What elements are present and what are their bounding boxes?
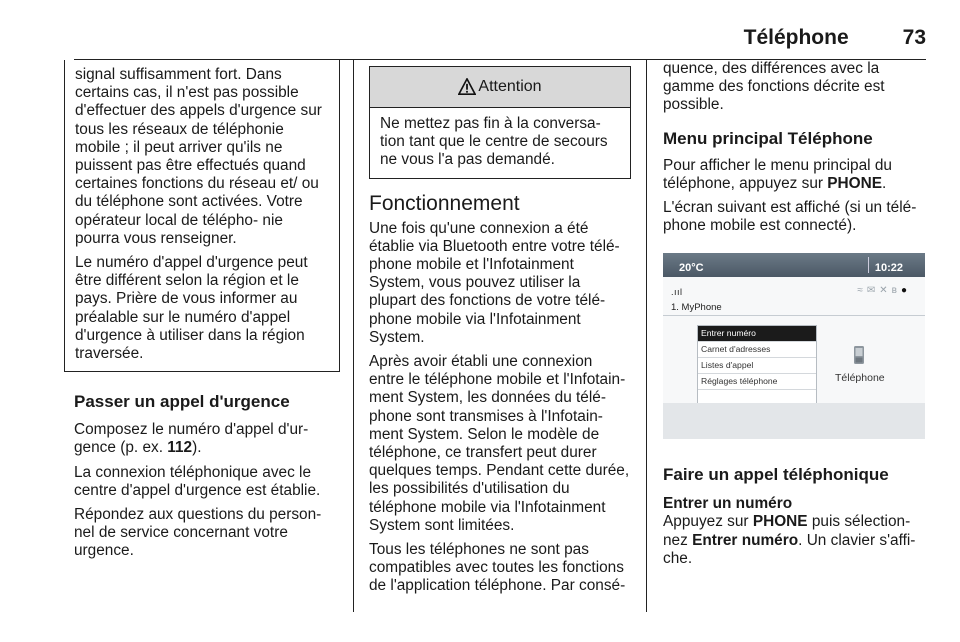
screen-status-bar [663, 253, 925, 277]
main-menu-heading: Menu principal Téléphone [663, 128, 873, 148]
connected-phone-name: 1. MyPhone [671, 302, 722, 314]
mobile-phone-icon [853, 345, 865, 365]
note-box [64, 60, 340, 372]
screen-bottom-area [663, 403, 925, 439]
warning-icon [458, 78, 476, 96]
menu-item-call-lists[interactable]: Listes d'appel [698, 358, 816, 374]
emergency-call-heading: Passer un appel d'urgence [74, 392, 290, 412]
column-1 [74, 60, 340, 567]
main-menu-p1-text: Pour afficher le menu principal du téléphone, appuyez sur [663, 156, 892, 192]
menu-item-address-book[interactable]: Carnet d'adresses [698, 342, 816, 358]
screen-separator [868, 257, 869, 273]
page-number: 73 [902, 26, 926, 49]
message-icon: ✉ [866, 285, 880, 297]
operation-paragraph-1: Une fois qu'une connexion a été établie via Bluetooth entre votre télé- phone mobile et l'Infotainment System, vous pouvez utiliser la plupart des fonctions de votre télé- phone mobile via l'Infotainment System. [369, 219, 620, 346]
screen-temperature: 20°C [679, 262, 704, 275]
main-menu-paragraph-2: L'écran suivant est affiché (si un télé- phone mobile est connecté). [663, 199, 917, 235]
emergency-number: 112 [167, 439, 193, 457]
attention-title: Attention [478, 77, 542, 95]
phone-screen-illustration [663, 253, 925, 439]
menu-item-enter-number[interactable]: Entrer numéro [698, 326, 816, 342]
attention-body: Ne mettez pas fin à la conversa- tion tant que le centre de secours ne vous l'a pas demandé. [380, 115, 608, 169]
phone-key-label: PHONE [827, 174, 883, 192]
attention-box [369, 66, 631, 179]
battery-icon: ● [900, 285, 911, 297]
make-call-text-c: puis sélection- nez [663, 513, 911, 549]
screen-clock: 10:22 [874, 262, 903, 275]
make-call-heading: Faire un appel téléphonique [663, 465, 889, 485]
emergency-p1-text: Composez le numéro d'appel d'ur- gence (p. ex. [74, 421, 309, 457]
menu-item-empty [698, 390, 816, 404]
column-3 [663, 60, 927, 574]
main-menu-paragraph-1 [663, 157, 927, 193]
mute-icon: ✕ [879, 285, 892, 297]
bluetooth-icon: ʙ [891, 285, 901, 297]
note-paragraph-2: Le numéro d'appel d'urgence peut être différent selon la région et le pays. Prière de vous informer au préalable sur le numéro d'appel d'urgence à utiliser dans la région traversée. [75, 254, 308, 363]
page-header [744, 26, 926, 56]
column-divider-1 [353, 60, 354, 612]
column-divider-2 [646, 60, 647, 612]
continuation-paragraph: quence, des différences avec la gamme des fonctions décrite est possible. [663, 60, 885, 114]
note-paragraph-1: signal suffisamment fort. Dans certains cas, il n'est pas possible d'effectuer des appels d'urgence sur tous les réseaux de téléphonie mobile ; il peut arriver qu'ils ne puissent pas être effectués quand certaines fonctions du réseau et/ ou du téléphone sont activées. Votre opérateur local de télépho- nie pourra vous renseigner. [75, 66, 322, 247]
screen-divider [663, 315, 925, 316]
column-2 [369, 60, 631, 602]
page-title: Téléphone [743, 26, 849, 49]
menu-item-phone-settings[interactable]: Réglages téléphone [698, 374, 816, 390]
enter-number-subheading: Entrer un numéro [663, 495, 793, 513]
operation-paragraph-3: Tous les téléphones ne sont pas compatibles avec toutes les fonctions de l'application téléphone. Par consé- [369, 541, 626, 595]
make-call-enter-number: Entrer numéro [692, 531, 799, 549]
emergency-p1-end: ). [192, 439, 202, 457]
emergency-paragraph-2: La connexion téléphonique avec le centre d'appel d'urgence est établie. [74, 463, 321, 499]
phone-app-label: Téléphone [835, 372, 885, 385]
attention-header [370, 67, 630, 108]
emergency-paragraph-1 [74, 421, 340, 457]
main-menu-p1-end: . [882, 174, 887, 192]
screen-main-area [663, 277, 925, 403]
status-icons [857, 282, 911, 300]
make-call-text-e: . Un clavier s'affi- che. [663, 531, 916, 567]
wifi-icon: ≈ [857, 285, 867, 297]
phone-menu [697, 325, 817, 405]
make-call-text-a: Appuyez sur [663, 513, 753, 531]
signal-strength-icon: .ııl [671, 287, 683, 298]
make-call-phone-key: PHONE [752, 513, 808, 531]
operation-paragraph-2: Après avoir établi une connexion entre le téléphone mobile et l'Infotain- ment System, les données du télé- phone sont transmises à l'Infotain- ment System. Selon le modèle de téléphone, ce transfert peut durer quelques temps. Pendant cette durée, les possibilités d'utilisation du téléphone mobile via l'Infotainment System sont limitées. [369, 353, 630, 534]
make-call-paragraph [663, 513, 927, 568]
operation-heading: Fonctionnement [369, 191, 520, 215]
emergency-paragraph-3: Répondez aux questions du person- nel de service concernant votre urgence. [74, 506, 322, 560]
